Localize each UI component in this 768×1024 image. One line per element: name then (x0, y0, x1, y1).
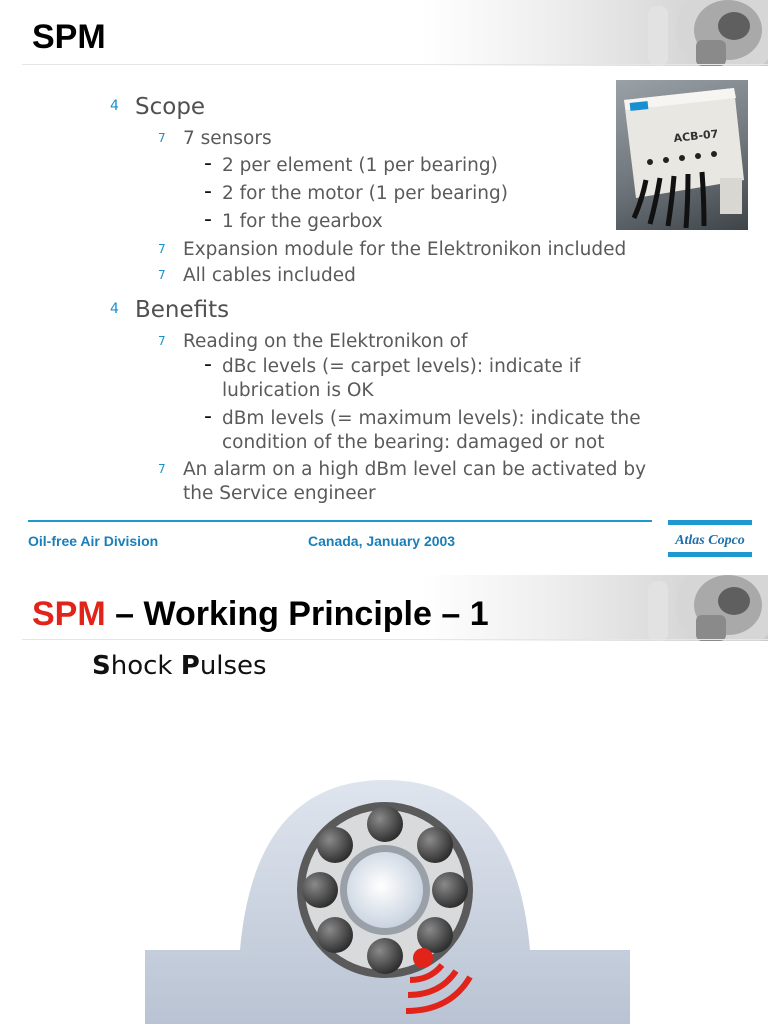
bullet-sensors: 7 sensors (183, 128, 272, 149)
dash-marker: - (204, 179, 212, 204)
subtitle-text: ulses (199, 651, 267, 681)
bullet-marker: 7 (158, 268, 166, 282)
title-decoration-image (528, 575, 768, 641)
footer-division: Oil-free Air Division (28, 533, 159, 549)
svg-text:Atlas Copco: Atlas Copco (675, 533, 745, 548)
device-photo (616, 80, 748, 230)
bullet-reading: Reading on the Elektronikon of (183, 331, 468, 352)
dbc-line-2: lubrication is OK (222, 380, 374, 401)
footer-date: Canada, January 2003 (308, 533, 456, 549)
title-decoration-image (528, 0, 768, 66)
bearing-illustration (140, 775, 635, 1024)
atlas-copco-logo (668, 518, 752, 560)
sensor-item: 2 per element (1 per bearing) (222, 155, 498, 176)
title-highlight: SPM (32, 595, 106, 633)
slide-title (32, 595, 489, 634)
bullet-cables: All cables included (183, 265, 356, 286)
bullet-marker: 7 (158, 131, 166, 145)
bullet-marker: 7 (158, 334, 166, 348)
bullet-marker: 7 (158, 242, 166, 256)
dbm-line-2: condition of the bearing: damaged or not (222, 432, 605, 453)
sensor-item: 1 for the gearbox (222, 211, 383, 232)
device-label: ACB-07 (672, 127, 719, 145)
dbm-line-1: dBm levels (= maximum levels): indicate the (222, 408, 641, 429)
bullet-benefits: Benefits (135, 297, 230, 323)
subtitle-initial-s: S (92, 651, 111, 681)
bullet-expansion: Expansion module for the Elektronikon included (183, 239, 627, 260)
title-rest: – Working Principle – 1 (105, 595, 489, 633)
subtitle (92, 651, 267, 681)
dash-marker: - (204, 151, 212, 176)
sensor-item: 2 for the motor (1 per bearing) (222, 183, 508, 204)
bullet-alarm-line-2: the Service engineer (183, 483, 376, 504)
bullet-scope: Scope (135, 94, 206, 120)
subtitle-initial-p: P (180, 651, 200, 681)
subtitle-text: hock (110, 651, 181, 681)
slide-working-principle (0, 575, 768, 1024)
slide-title: SPM (32, 18, 106, 56)
bullet-marker: 4 (110, 301, 119, 317)
title-band (0, 0, 768, 66)
bullet-alarm-line-1: An alarm on a high dBm level can be activated by (183, 459, 647, 480)
title-divider (22, 64, 768, 65)
dash-marker: - (204, 404, 212, 429)
bullet-marker: 7 (158, 462, 166, 476)
footer-divider (28, 520, 652, 522)
dash-marker: - (204, 352, 212, 377)
dash-marker: - (204, 207, 212, 232)
bullet-marker: 4 (110, 98, 119, 114)
dbc-line-1: dBc levels (= carpet levels): indicate if (222, 356, 581, 377)
title-divider (22, 639, 768, 640)
